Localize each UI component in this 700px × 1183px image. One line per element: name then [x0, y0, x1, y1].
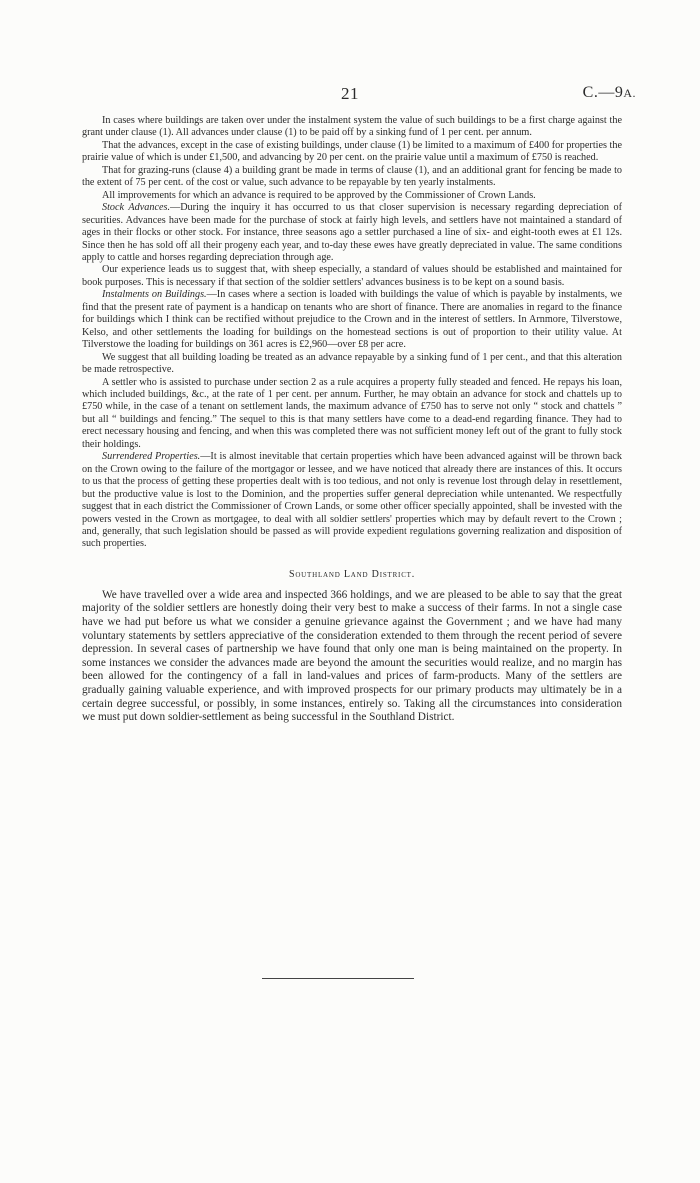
paragraph-text: We have travelled over a wide area and inspected 366 holdings, and we are pleased to be able to say that the great majority of the soldier settlers are honestly doing their very best to make a success of their farms. In not a single case have we had put before us what we consider a genuine grievance against the Government ; and we have had many voluntary statements by settlers appreciative of the consideration extended to them through the recent period of severe depression. In several cases of partnership we have found that only one man is being maintained on the property. In some instances we consider the advances made are beyond the amount the securities would realize, and no margin has been allowed for the contingency of a fall in land-values and prices of farm-products. Many of the settlers are gradually gaining valuable experience, and with improved prospects for our primary products may ultimately be in a certain degree successful, or possibly, in some instances, entirely so. Taking all the circumstances into consideration we must put down soldier-settlement as being successful in the Southland District.	[82, 588, 622, 724]
paragraph	[82, 589, 622, 725]
paragraph-text: In cases where buildings are taken over under the instalment system the value of such buildings to be a first charge against the grant under clause (1). All advances under clause (1) to be paid off by a sinking fund of 1 per cent. per annum.	[82, 115, 622, 139]
body-text	[82, 115, 622, 725]
paragraph	[82, 202, 622, 264]
document-reference	[583, 84, 636, 102]
paragraph	[82, 264, 622, 289]
paragraph	[82, 289, 622, 351]
paragraph-heading: Instalments on Buildings.	[102, 289, 207, 301]
paragraph	[82, 140, 622, 165]
page-number: 21	[341, 84, 359, 103]
paragraph-heading: Surrendered Properties.	[102, 451, 201, 463]
document-reference-suffix: A.	[623, 86, 636, 100]
paragraph-text: That the advances, except in the case of existing buildings, under clause (1) be limited to a maximum of £400 for properties the prairie value of which is under £1,500, and advancing by 20 per cent. on the prairie value until a maximum of £750 is reached.	[82, 139, 622, 164]
paragraph-text: —It is almost inevitable that certain properties which have been advanced against will be thrown back on the Crown owing to the failure of the mortgagor or lessee, and we have noticed that already there are instances of this. It occurs to us that the process of getting these properties dealt with is too tedious, and not only is revenue lost through delay in resettlement, but the productive value is lost to the Dominion, and the properties suffer general depreciation while untenanted. We respectfully suggest that in each district the Commissioner of Crown Lands, or some other officer specially appointed, shall be invested with the powers vested in the Crown as mortgagee, to deal with all soldier settlers' properties which may by default revert to the Crown ; and, generally, that such legislation should be passed as will provide expedient regulations governing realization and disposition of such properties.	[82, 451, 622, 550]
document-reference-main: C.—9	[582, 84, 624, 101]
paragraph-text: Our experience leads us to suggest that, with sheep especially, a standard of values should be established and maintained for book purposes. This is necessary if that section of the soldier settlers' advances business is to be kept on a sound basis.	[82, 264, 622, 288]
paragraph-text: All improvements for which an advance is required to be approved by the Commissioner of Crown Lands.	[102, 189, 536, 201]
section-heading: Southland Land District.	[288, 568, 416, 580]
end-rule	[262, 978, 414, 979]
paragraph-text: —During the inquiry it has occurred to us that closer supervision is necessary regarding depreciation of securities. Advances have been made for the purchase of stock at fairly high levels, and settlers have not maintained a standard of ages in their flocks or other stock. For instance, three seasons ago a settler purchased a line of six- and eight-tooth ewes at £1 12s. Since then he has sold off all their progeny each year, and to-day these ewes have greatly depreciated in value. The same conditions apply to cattle and horses regarding depreciation through age.	[82, 202, 622, 263]
paragraph-text: A settler who is assisted to purchase under section 2 as a rule acquires a property fully steaded and fenced. He repays his loan, which included buildings, &c., at the rate of 1 per cent. per annum. Further, he may obtain an advance for stock and chattels up to £750 while, in the case of a tenant on settlement lands, the maximum advance of £750 has to serve not only “ stock and chattels ” but all “ buildings and fencing.” The sequel to this is that many settlers have come to a dead-end regarding finance. They had to erect necessary housing and fencing, and when this was completed there was not sufficient money left out of the grant to fully stock their holdings.	[82, 376, 622, 450]
report-recommendations	[82, 115, 622, 551]
paragraph	[82, 115, 622, 140]
paragraph	[82, 377, 622, 452]
southland-section	[82, 589, 622, 725]
paragraph	[82, 165, 622, 190]
paragraph-text: —In cases where a section is loaded with buildings the value of which is payable by instalments, we find that the present rate of payment is a handicap on tenants who are short of finance. There are anomalies in regard to the finance for buildings which I think can be rectified without prejudice to the Crown and in the interest of settlers. In Arnmore, Tilverstowe, Kelso, and other settlements the loading for buildings on the homestead sections is out of proportion to their utility value. At Tilverstowe the loading for buildings on 361 acres is £2,960—over £8 per acre.	[82, 289, 622, 351]
paragraph-heading: Stock Advances.	[102, 202, 171, 214]
paragraph-text: That for grazing-runs (clause 4) a building grant be made in terms of clause (1), and an additional grant for fencing be made to the extent of 75 per cent. of the cost or value, such advance to be repayable by ten yearly instalments.	[82, 164, 622, 189]
paragraph-text: We suggest that all building loading be treated as an advance repayable by a sinking fund of 1 per cent., and that this alteration be made retrospective.	[82, 351, 622, 376]
paragraph	[82, 352, 622, 377]
paragraph	[82, 190, 622, 202]
paragraph	[82, 451, 622, 551]
